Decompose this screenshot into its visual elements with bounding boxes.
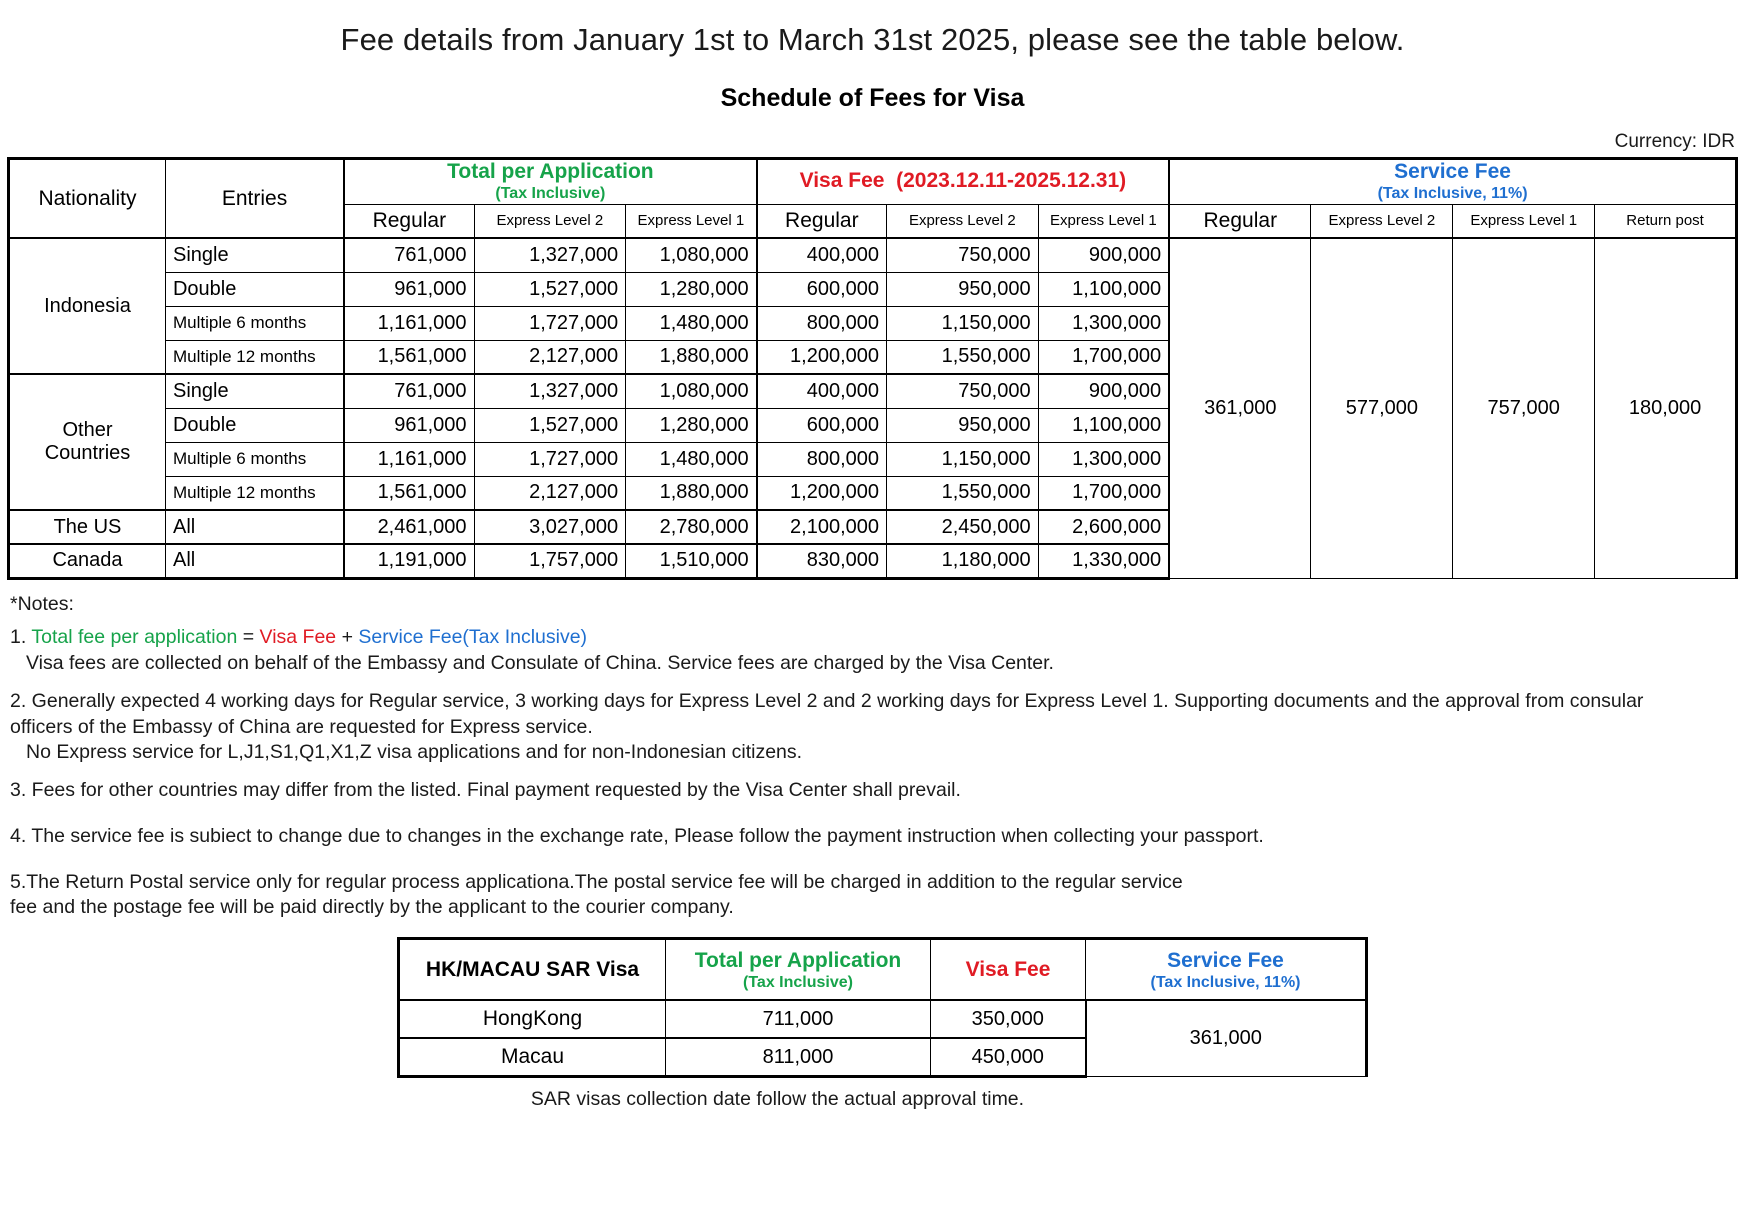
header-total-title: Total per Application bbox=[447, 160, 654, 183]
header-visa-title bbox=[765, 169, 1162, 194]
visa-express2: 1,550,000 bbox=[887, 476, 1039, 510]
note-2-line-1: 2. Generally expected 4 working days for Regular service, 3 working days for Express Level 2 and 2 working days for Express Level 1. Supporting documents and the approval from consular bbox=[10, 689, 1644, 712]
nationality-canada: Canada bbox=[9, 544, 166, 578]
total-express1: 2,780,000 bbox=[626, 510, 757, 544]
total-express2: 1,327,000 bbox=[474, 374, 626, 408]
notes-heading: *Notes: bbox=[10, 592, 74, 615]
header-visa-regular: Regular bbox=[757, 204, 887, 238]
service-express1-value: 757,000 bbox=[1453, 238, 1595, 578]
note-4: 4. The service fee is subiect to change due to changes in the exchange rate, Please follow the payment instruction when collecting your passport. bbox=[10, 824, 1264, 847]
note-5-line-1: 5.The Return Postal service only for regular process applicationa.The postal service fee will be charged in addition to the regular service bbox=[10, 870, 1183, 893]
header-service-express1: Express Level 1 bbox=[1453, 204, 1595, 238]
entry-label: Single bbox=[165, 238, 344, 272]
sar-header-visa-label: Visa Fee bbox=[965, 958, 1051, 982]
header-visa-express2: Express Level 2 bbox=[887, 204, 1039, 238]
nationality-other-countries bbox=[9, 374, 166, 510]
visa-regular: 400,000 bbox=[757, 374, 887, 408]
visa-express1: 1,300,000 bbox=[1038, 442, 1169, 476]
visa-express2: 750,000 bbox=[887, 238, 1039, 272]
sar-header-visa bbox=[931, 938, 1086, 1000]
header-total-express1: Express Level 1 bbox=[626, 204, 757, 238]
header-total-group bbox=[344, 159, 756, 205]
sar-header-total bbox=[666, 938, 931, 1000]
sar-row-visa: 450,000 bbox=[931, 1038, 1086, 1076]
total-express1: 1,080,000 bbox=[626, 238, 757, 272]
sar-header-total-subtitle: (Tax Inclusive) bbox=[743, 973, 853, 991]
visa-express1: 1,100,000 bbox=[1038, 272, 1169, 306]
sar-service-fee-value: 361,000 bbox=[1086, 1000, 1367, 1076]
total-regular: 761,000 bbox=[344, 238, 474, 272]
visa-regular: 600,000 bbox=[757, 408, 887, 442]
entry-label: Multiple 6 months bbox=[165, 306, 344, 340]
visa-express2: 2,450,000 bbox=[887, 510, 1039, 544]
sar-header-total-title: Total per Application bbox=[694, 948, 902, 972]
entry-label: Double bbox=[165, 272, 344, 306]
sar-header-name-label: HK/MACAU SAR Visa bbox=[425, 958, 640, 982]
note-1-line-2: Visa fees are collected on behalf of the Embassy and Consulate of China. Service fees are charged by the Visa Center. bbox=[26, 652, 1054, 675]
sar-row-name: Macau bbox=[399, 1038, 666, 1076]
total-express2: 1,727,000 bbox=[474, 306, 626, 340]
note-1-equals: = bbox=[242, 626, 255, 649]
sar-fee-table bbox=[397, 937, 1368, 1078]
visa-regular: 1,200,000 bbox=[757, 340, 887, 374]
note-1-total-label: Total fee per application bbox=[31, 626, 238, 649]
total-express1: 1,880,000 bbox=[626, 340, 757, 374]
note-2-line-2: officers of the Embassy of China are requested for Express service. bbox=[10, 715, 593, 738]
entry-label: Single bbox=[165, 374, 344, 408]
sar-row-total: 811,000 bbox=[666, 1038, 931, 1076]
visa-regular: 600,000 bbox=[757, 272, 887, 306]
total-express1: 1,280,000 bbox=[626, 272, 757, 306]
visa-express1: 1,330,000 bbox=[1038, 544, 1169, 578]
visa-express1: 1,300,000 bbox=[1038, 306, 1169, 340]
header-visa-label: Visa Fee bbox=[799, 169, 885, 193]
total-express2: 1,527,000 bbox=[474, 272, 626, 306]
total-express2: 3,027,000 bbox=[474, 510, 626, 544]
nationality-line-2: Countries bbox=[44, 442, 131, 465]
total-express2: 1,757,000 bbox=[474, 544, 626, 578]
visa-regular: 1,200,000 bbox=[757, 476, 887, 510]
sar-header-name bbox=[399, 938, 666, 1000]
entry-label: All bbox=[165, 544, 344, 578]
visa-express1: 900,000 bbox=[1038, 374, 1169, 408]
note-2 bbox=[10, 689, 1745, 766]
note-5 bbox=[10, 870, 1745, 921]
visa-express2: 950,000 bbox=[887, 408, 1039, 442]
total-express1: 1,480,000 bbox=[626, 442, 757, 476]
nationality-the-us: The US bbox=[9, 510, 166, 544]
service-express2-value: 577,000 bbox=[1311, 238, 1453, 578]
entry-label: Multiple 12 months bbox=[165, 340, 344, 374]
header-visa-range: (2023.12.11-2025.12.31) bbox=[896, 169, 1127, 193]
entry-label: Multiple 12 months bbox=[165, 476, 344, 510]
service-regular-value: 361,000 bbox=[1169, 238, 1311, 578]
sar-footnote: SAR visas collection date follow the actual approval time. bbox=[530, 1087, 1025, 1110]
header-total-subtitle: (Tax Inclusive) bbox=[495, 184, 606, 202]
total-regular: 1,561,000 bbox=[344, 340, 474, 374]
total-express1: 1,280,000 bbox=[626, 408, 757, 442]
visa-express1: 1,700,000 bbox=[1038, 476, 1169, 510]
header-service-group bbox=[1169, 159, 1736, 205]
entry-label: All bbox=[165, 510, 344, 544]
total-express2: 1,527,000 bbox=[474, 408, 626, 442]
visa-express1: 2,600,000 bbox=[1038, 510, 1169, 544]
currency-label: Currency: IDR bbox=[1614, 131, 1735, 152]
visa-express2: 750,000 bbox=[887, 374, 1039, 408]
header-visa-express1: Express Level 1 bbox=[1038, 204, 1169, 238]
note-1-plus: + bbox=[341, 626, 353, 649]
visa-express2: 1,550,000 bbox=[887, 340, 1039, 374]
sar-table-row bbox=[399, 1000, 1367, 1038]
sar-header-service-title: Service Fee bbox=[1167, 948, 1284, 972]
visa-regular: 800,000 bbox=[757, 442, 887, 476]
note-5-line-2: fee and the postage fee will be paid directly by the applicant to the courier company. bbox=[10, 896, 734, 919]
visa-regular: 830,000 bbox=[757, 544, 887, 578]
sar-header-row bbox=[399, 938, 1367, 1000]
service-returnpost-value: 180,000 bbox=[1595, 238, 1737, 578]
header-nationality: Nationality bbox=[9, 159, 166, 239]
header-service-title: Service Fee bbox=[1394, 160, 1511, 183]
nationality-indonesia: Indonesia bbox=[9, 238, 166, 374]
entry-label: Double bbox=[165, 408, 344, 442]
total-express2: 2,127,000 bbox=[474, 340, 626, 374]
visa-express1: 900,000 bbox=[1038, 238, 1169, 272]
sar-row-visa: 350,000 bbox=[931, 1000, 1086, 1038]
visa-express2: 1,150,000 bbox=[887, 306, 1039, 340]
page-title: Schedule of Fees for Visa bbox=[720, 84, 1025, 112]
visa-express2: 1,180,000 bbox=[887, 544, 1039, 578]
visa-express2: 950,000 bbox=[887, 272, 1039, 306]
visa-regular: 800,000 bbox=[757, 306, 887, 340]
total-regular: 761,000 bbox=[344, 374, 474, 408]
table-row bbox=[9, 238, 1737, 272]
total-express1: 1,510,000 bbox=[626, 544, 757, 578]
note-2-line-3: No Express service for L,J1,S1,Q1,X1,Z visa applications and for non-Indonesian citizens. bbox=[26, 741, 803, 764]
total-express2: 2,127,000 bbox=[474, 476, 626, 510]
note-1 bbox=[10, 625, 1745, 676]
header-service-express2: Express Level 2 bbox=[1311, 204, 1453, 238]
total-regular: 961,000 bbox=[344, 408, 474, 442]
header-service-subtitle: (Tax Inclusive, 11%) bbox=[1377, 184, 1528, 202]
header-total-express2: Express Level 2 bbox=[474, 204, 626, 238]
note-1-number: 1. bbox=[10, 626, 27, 649]
visa-express1: 1,100,000 bbox=[1038, 408, 1169, 442]
total-express2: 1,727,000 bbox=[474, 442, 626, 476]
total-regular: 961,000 bbox=[344, 272, 474, 306]
header-service-regular: Regular bbox=[1169, 204, 1311, 238]
note-1-visa-label: Visa Fee bbox=[259, 626, 337, 649]
sar-row-name: HongKong bbox=[399, 1000, 666, 1038]
sar-header-service-subtitle: (Tax Inclusive, 11%) bbox=[1150, 973, 1301, 991]
visa-regular: 2,100,000 bbox=[757, 510, 887, 544]
entry-label: Multiple 6 months bbox=[165, 442, 344, 476]
visa-express1: 1,700,000 bbox=[1038, 340, 1169, 374]
visa-express2: 1,150,000 bbox=[887, 442, 1039, 476]
header-total-regular: Regular bbox=[344, 204, 474, 238]
total-express1: 1,880,000 bbox=[626, 476, 757, 510]
header-service-returnpost: Return post bbox=[1595, 204, 1737, 238]
visa-regular: 400,000 bbox=[757, 238, 887, 272]
notes-section bbox=[10, 592, 1745, 921]
note-1-service-label: Service Fee(Tax Inclusive) bbox=[358, 626, 588, 649]
note-1-line-1 bbox=[10, 625, 1745, 651]
total-express2: 1,327,000 bbox=[474, 238, 626, 272]
total-regular: 1,561,000 bbox=[344, 476, 474, 510]
header-entries: Entries bbox=[165, 159, 344, 239]
total-regular: 1,161,000 bbox=[344, 442, 474, 476]
header-visa-group bbox=[757, 159, 1170, 205]
total-regular: 2,461,000 bbox=[344, 510, 474, 544]
total-regular: 1,161,000 bbox=[344, 306, 474, 340]
sar-row-total: 711,000 bbox=[666, 1000, 931, 1038]
fee-table bbox=[7, 157, 1738, 580]
total-regular: 1,191,000 bbox=[344, 544, 474, 578]
total-express1: 1,480,000 bbox=[626, 306, 757, 340]
note-3: 3. Fees for other countries may differ from the listed. Final payment requested by the Visa Center shall prevail. bbox=[10, 779, 961, 802]
sar-header-service bbox=[1086, 938, 1367, 1000]
total-express1: 1,080,000 bbox=[626, 374, 757, 408]
sar-table-wrapper bbox=[0, 937, 1745, 1078]
nationality-line-1: Other bbox=[62, 419, 113, 442]
intro-text: Fee details from January 1st to March 31st 2025, please see the table below. bbox=[340, 22, 1405, 57]
table-header-row-groups bbox=[9, 159, 1737, 205]
